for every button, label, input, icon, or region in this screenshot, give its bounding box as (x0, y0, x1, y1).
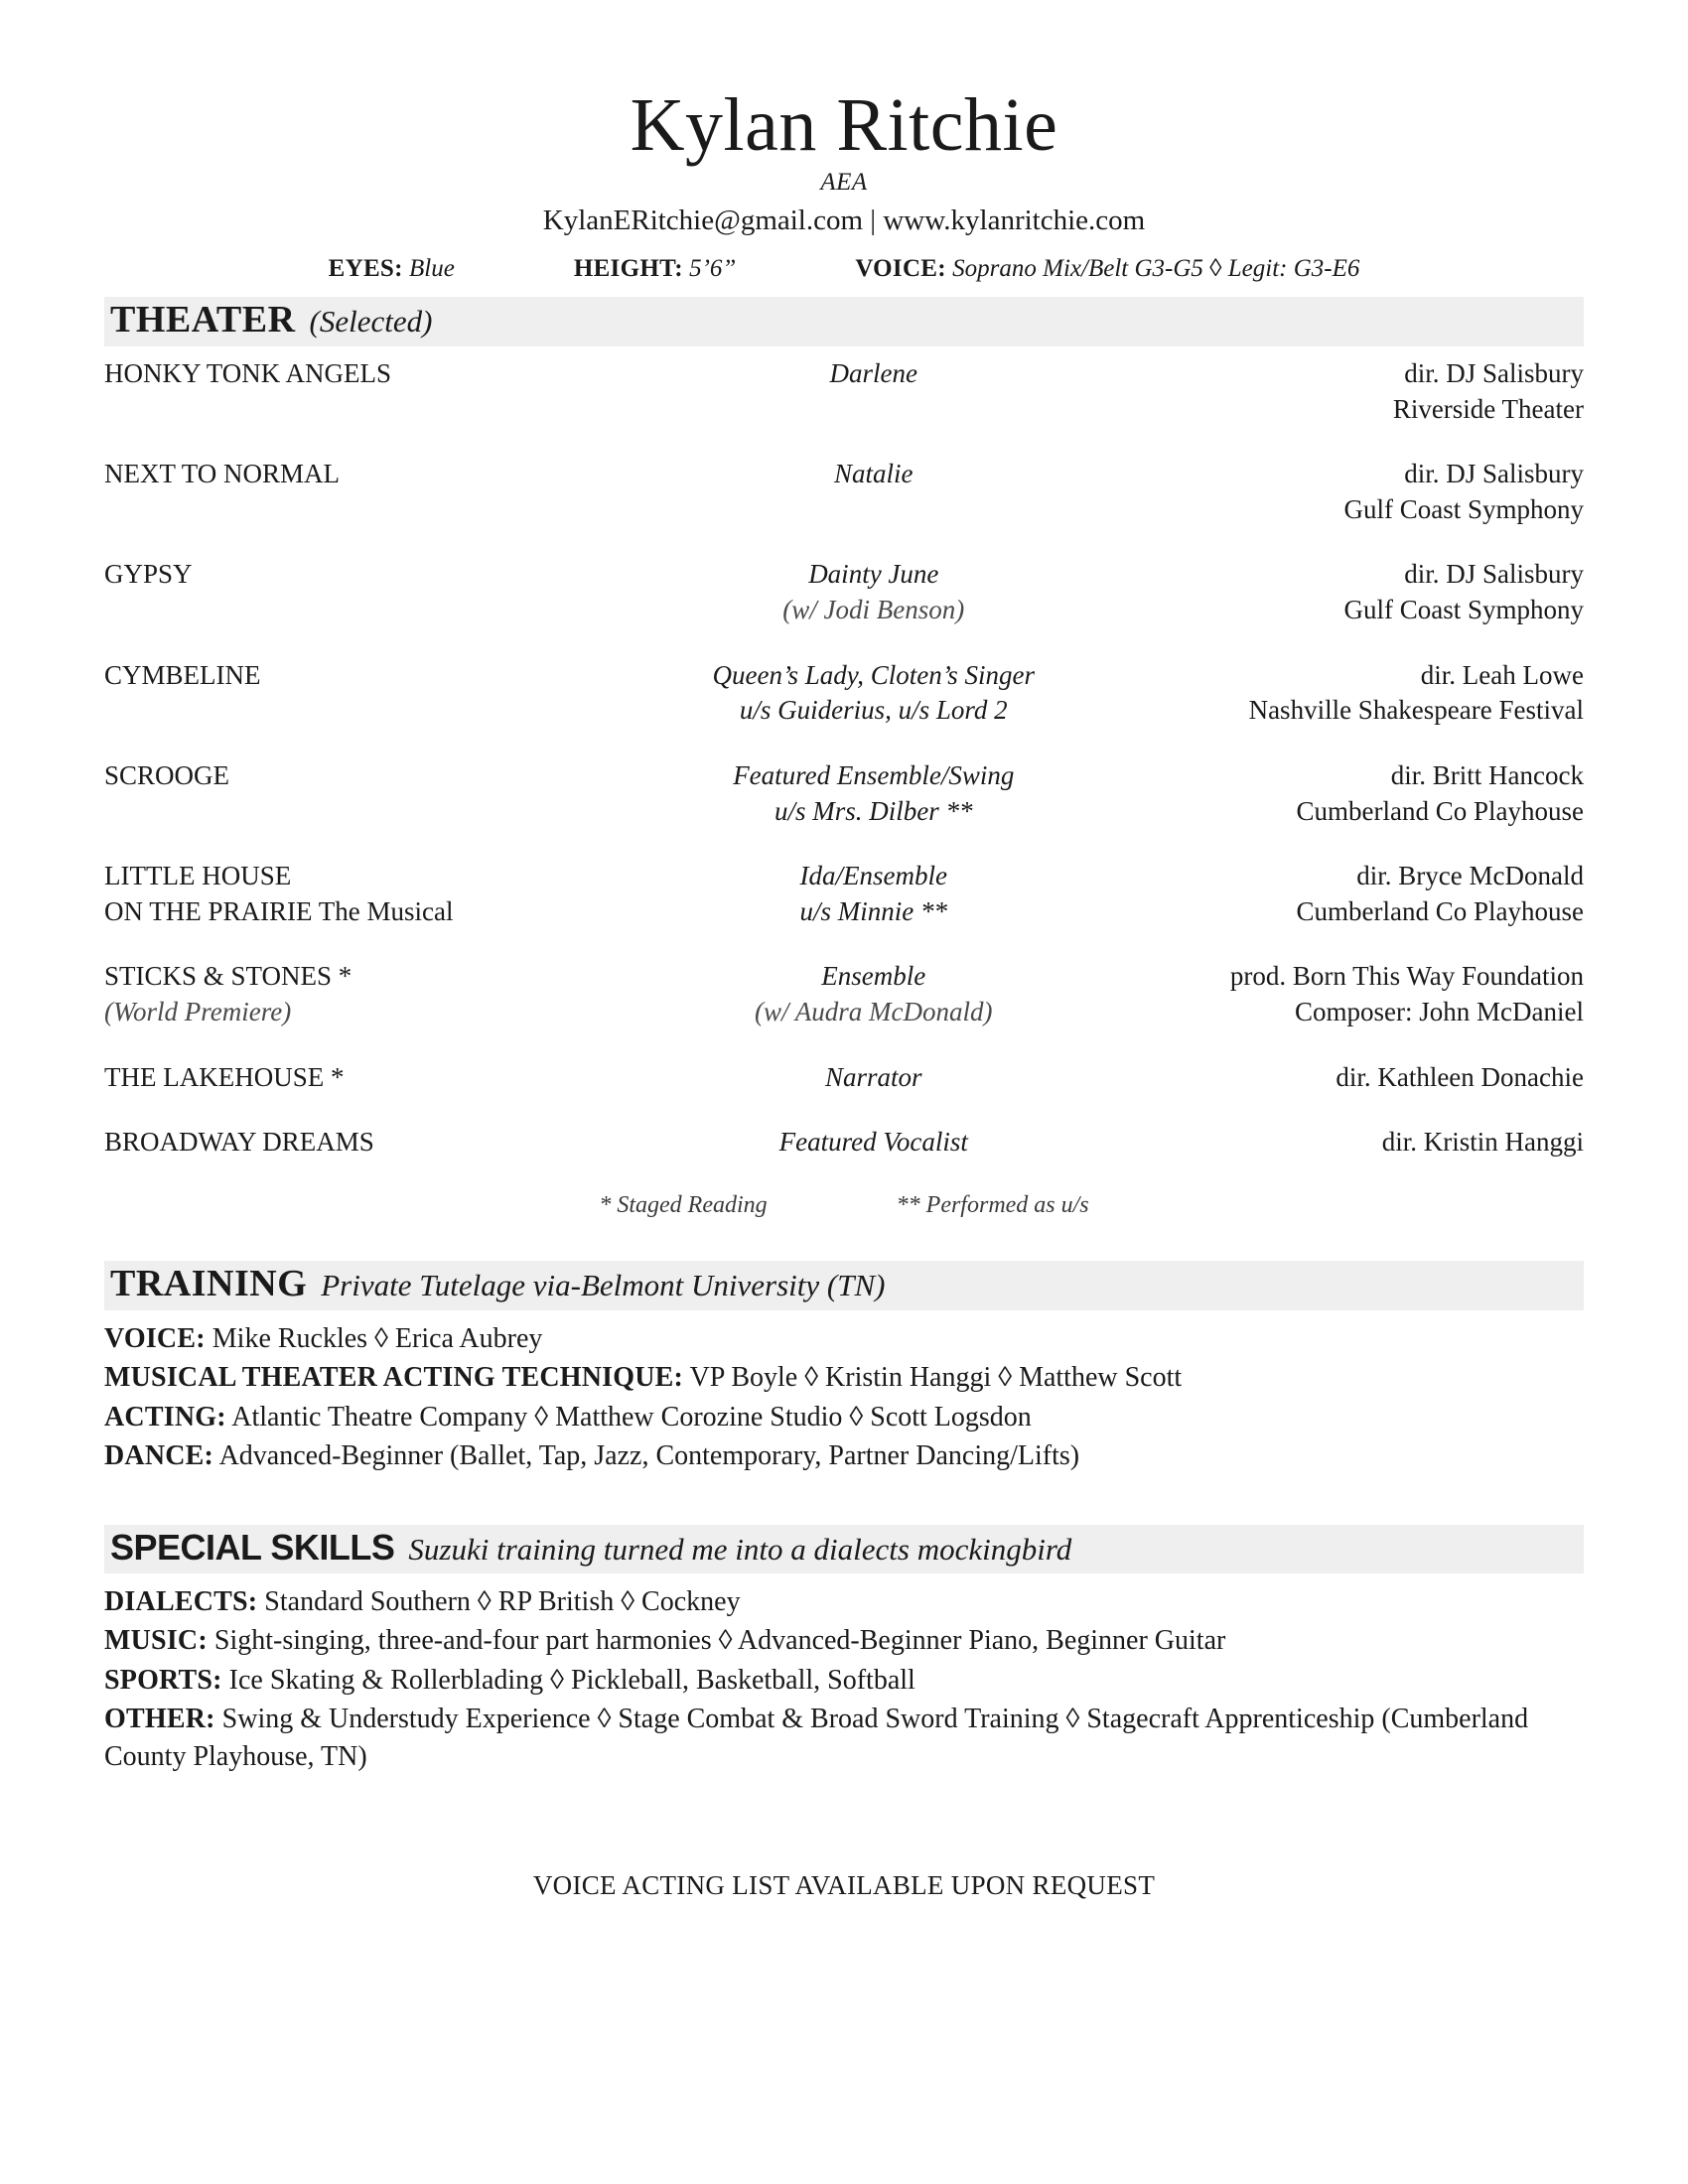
credit-director: dir. DJ Salisbury (1404, 459, 1584, 489)
credit-role-sub: u/s Mrs. Dilber ** (774, 795, 973, 826)
credit-director: dir. Bryce McDonald (1356, 861, 1584, 891)
credit-show-title: STICKS & STONES * (104, 961, 352, 992)
section-subtitle-theater: (Selected) (309, 304, 433, 339)
list-item (104, 1701, 1584, 1775)
credit-company (1110, 457, 1584, 557)
section-header-special-skills (104, 1525, 1584, 1573)
skills-key-other: OTHER: (104, 1704, 215, 1735)
skills-value-other: Swing & Understudy Experience ◊ Stage Combat & Broad Sword Training ◊ Stagecraft Apprenticeship (Cumberland County Playhouse, TN) (104, 1704, 1529, 1772)
skills-value-dialects: Standard Southern ◊ RP British ◊ Cockney (264, 1585, 741, 1617)
credit-show-subtitle: ON THE PRAIRIE The Musical (104, 895, 454, 926)
table-row (104, 557, 1584, 657)
training-value-acting: Atlantic Theatre Company ◊ Matthew Corozine Studio ◊ Scott Logsdon (231, 1401, 1032, 1433)
credit-company (1110, 859, 1584, 959)
credit-role-main: Natalie (834, 459, 914, 489)
table-row (104, 457, 1584, 557)
special-skills-list (104, 1583, 1584, 1776)
credit-director: dir. DJ Salisbury (1404, 357, 1584, 388)
credit-show-title: HONKY TONK ANGELS (104, 357, 392, 388)
credit-role-main: Darlene (829, 357, 918, 388)
credit-role-main: Narrator (825, 1061, 922, 1092)
credit-show-title: CYMBELINE (104, 659, 261, 690)
theater-footnotes (104, 1192, 1584, 1219)
stat-voice (855, 255, 1359, 283)
physical-stats (104, 255, 1584, 283)
credit-role-main: Queen’s Lady, Cloten’s Singer (712, 659, 1036, 690)
list-item (104, 1399, 1584, 1436)
training-key-dance: DANCE: (104, 1440, 214, 1472)
credit-role-main: Dainty June (808, 559, 939, 590)
training-value-dance: Advanced-Beginner (Ballet, Tap, Jazz, Contemporary, Partner Dancing/Lifts) (218, 1440, 1080, 1472)
credit-venue: Cumberland Co Playhouse (1296, 895, 1584, 926)
credit-show (104, 457, 636, 557)
table-row (104, 658, 1584, 758)
union-affiliation: AEA (820, 169, 868, 196)
credit-director: dir. Kristin Hanggi (1381, 1127, 1584, 1158)
credit-role-main: Ida/Ensemble (799, 861, 948, 891)
credit-venue: Cumberland Co Playhouse (1296, 795, 1584, 826)
credit-show-title: LITTLE HOUSE (104, 861, 292, 891)
credit-role-sub: (w/ Jodi Benson) (782, 595, 965, 625)
theater-credits-table (104, 356, 1584, 1166)
credit-show (104, 658, 636, 758)
list-item (104, 1437, 1584, 1475)
page-title: Kylan Ritchie (630, 83, 1058, 167)
table-row (104, 758, 1584, 859)
training-key-voice: VOICE: (104, 1322, 206, 1354)
credit-role (636, 859, 1110, 959)
stat-voice-label: VOICE: (855, 255, 946, 282)
credit-role-main: Featured Vocalist (778, 1127, 968, 1158)
section-subtitle-training: Private Tutelage via-Belmont University (TN) (321, 1267, 886, 1302)
table-row (104, 1060, 1584, 1126)
stat-eyes-value: Blue (409, 255, 455, 282)
section-header-theater (104, 297, 1584, 346)
footer-note: VOICE ACTING LIST AVAILABLE UPON REQUEST (532, 1870, 1156, 1901)
section-header-training (104, 1261, 1584, 1310)
credit-director: dir. Britt Hancock (1390, 759, 1584, 790)
credit-company (1110, 959, 1584, 1059)
stat-eyes (329, 255, 455, 283)
list-item (104, 1583, 1584, 1621)
credit-role (636, 557, 1110, 657)
credit-role (636, 959, 1110, 1059)
header (104, 83, 1584, 283)
credit-show-subtitle: (World Premiere) (104, 997, 292, 1027)
credit-venue: Gulf Coast Symphony (1343, 595, 1584, 625)
list-item (104, 1622, 1584, 1660)
table-row (104, 1125, 1584, 1166)
credit-role-sub: u/s Guiderius, u/s Lord 2 (739, 695, 1008, 726)
stat-height-label: HEIGHT: (573, 255, 683, 282)
training-key-acting: ACTING: (104, 1401, 226, 1433)
stat-voice-value: Soprano Mix/Belt G3-G5 ◊ Legit: G3-E6 (952, 255, 1360, 282)
credit-role (636, 356, 1110, 457)
credit-role-main: Featured Ensemble/Swing (733, 759, 1015, 790)
credit-show (104, 1125, 636, 1166)
credit-show (104, 557, 636, 657)
credit-show-title: NEXT TO NORMAL (104, 459, 341, 489)
credit-company (1110, 557, 1584, 657)
stat-eyes-label: EYES: (328, 255, 403, 282)
list-item (104, 1662, 1584, 1700)
credit-director: dir. Kathleen Donachie (1336, 1061, 1584, 1092)
credit-company (1110, 758, 1584, 859)
footnote-performed-as-us: ** Performed as u/s (896, 1191, 1089, 1218)
skills-key-music: MUSIC: (104, 1625, 208, 1657)
credit-director: prod. Born This Way Foundation (1229, 961, 1584, 992)
credit-role-sub: (w/ Audra McDonald) (755, 997, 993, 1027)
credit-venue: Gulf Coast Symphony (1343, 493, 1584, 524)
credit-show (104, 758, 636, 859)
skills-key-dialects: DIALECTS: (104, 1585, 258, 1617)
training-list (104, 1320, 1584, 1475)
credit-role-sub: u/s Minnie ** (799, 895, 948, 926)
section-title-special-skills: SPECIAL SKILLS (110, 1526, 395, 1568)
credit-show-title: THE LAKEHOUSE * (104, 1061, 345, 1092)
credit-show (104, 859, 636, 959)
credit-role (636, 758, 1110, 859)
credit-role (636, 1060, 1110, 1126)
credit-company (1110, 356, 1584, 457)
credit-show-title: GYPSY (104, 559, 193, 590)
credit-role (636, 658, 1110, 758)
training-value-mt-technique: VP Boyle ◊ Kristin Hanggi ◊ Matthew Scott (689, 1362, 1183, 1394)
list-item (104, 1320, 1584, 1358)
credit-show-title: BROADWAY DREAMS (104, 1127, 374, 1158)
credit-director: dir. Leah Lowe (1420, 659, 1584, 690)
credit-company (1110, 658, 1584, 758)
stat-height-value: 5’6” (689, 255, 737, 282)
table-row (104, 859, 1584, 959)
credit-role-main: Ensemble (821, 961, 926, 992)
training-value-voice: Mike Ruckles ◊ Erica Aubrey (211, 1322, 543, 1354)
list-item (104, 1359, 1584, 1397)
section-title-theater: THEATER (110, 299, 296, 341)
credit-show (104, 959, 636, 1059)
credit-role (636, 1125, 1110, 1166)
section-subtitle-special-skills: Suzuki training turned me into a dialects mockingbird (408, 1531, 1072, 1567)
credit-show (104, 356, 636, 457)
credit-show (104, 1060, 636, 1126)
table-row (104, 356, 1584, 457)
credit-venue: Riverside Theater (1392, 393, 1584, 424)
skills-key-sports: SPORTS: (104, 1664, 222, 1696)
credit-show-title: SCROOGE (104, 759, 230, 790)
credit-role (636, 457, 1110, 557)
credit-director: dir. DJ Salisbury (1404, 559, 1584, 590)
section-title-training: TRAINING (110, 1262, 308, 1304)
skills-value-sports: Ice Skating & Rollerblading ◊ Pickleball, Basketball, Softball (228, 1664, 915, 1696)
credit-company (1110, 1060, 1584, 1126)
table-row (104, 959, 1584, 1059)
credit-company (1110, 1125, 1584, 1166)
credit-venue: Nashville Shakespeare Festival (1248, 695, 1584, 726)
contact-line: KylanERitchie@gmail.com | www.kylanritchie.com (542, 205, 1146, 236)
footnote-staged-reading: * Staged Reading (599, 1191, 768, 1218)
training-key-mt-technique: MUSICAL THEATER ACTING TECHNIQUE: (104, 1362, 684, 1394)
skills-value-music: Sight-singing, three-and-four part harmonies ◊ Advanced-Beginner Piano, Beginner Guitar (213, 1625, 1226, 1657)
stat-height (574, 255, 736, 283)
credit-venue: Composer: John McDaniel (1295, 997, 1584, 1027)
